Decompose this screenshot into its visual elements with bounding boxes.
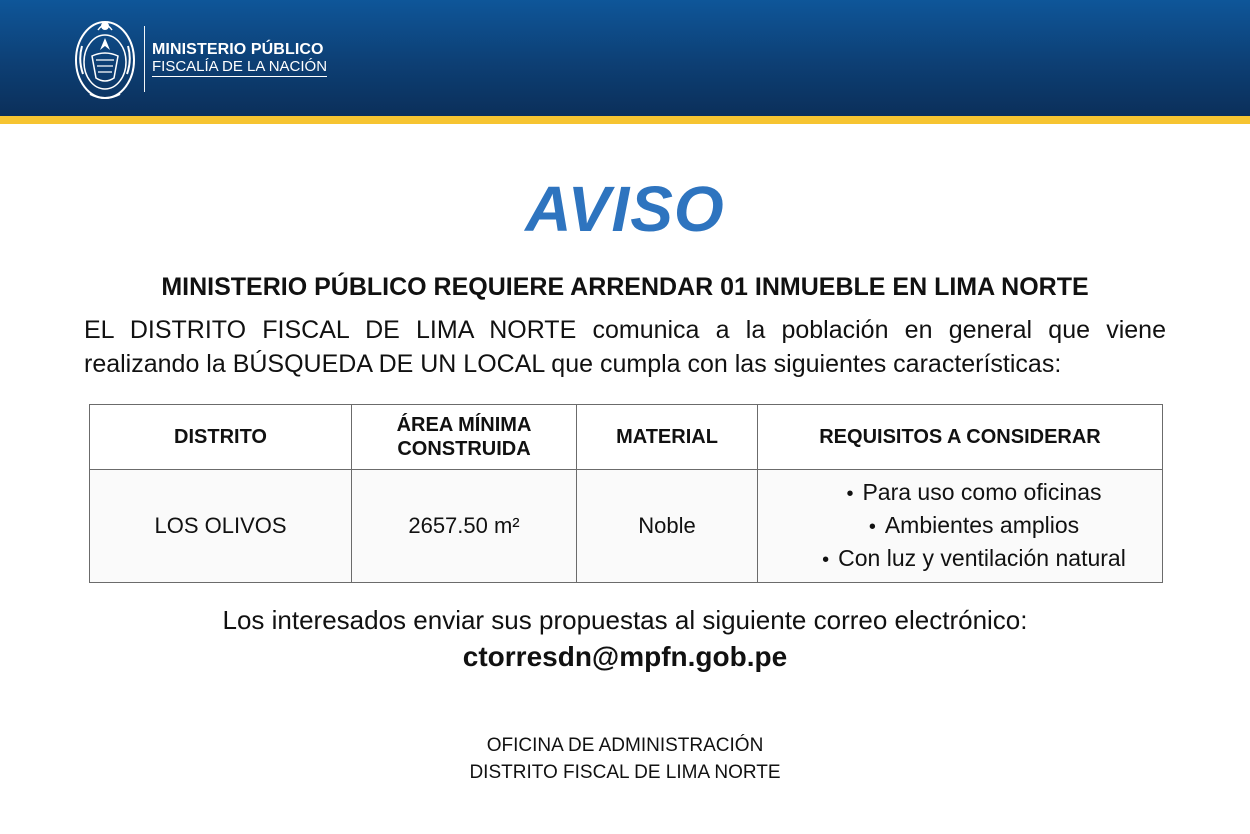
contact-text: Los interesados enviar sus propuestas al siguiente correo electrónico: (222, 605, 1028, 635)
cell-area: 2657.50 m² (352, 470, 577, 583)
footer-office: OFICINA DE ADMINISTRACIÓN (486, 735, 764, 756)
intro-paragraph: EL DISTRITO FISCAL DE LIMA NORTE comunica a la población en general que viene realizando la BÚSQUEDA DE UN LOCAL que cumpla con las siguientes características: (84, 316, 1166, 378)
cell-requisitos (758, 470, 1163, 583)
ministry-logo[interactable] (74, 16, 327, 102)
org-name: MINISTERIO PÚBLICO (152, 41, 324, 58)
notice-subtitle: MINISTERIO PÚBLICO REQUIERE ARRENDAR 01 INMUEBLE EN LIMA NORTE (161, 273, 1089, 301)
org-subname: FISCALÍA DE LA NACIÓN (152, 58, 328, 75)
bullet-dot: • (868, 515, 876, 538)
requirements-table (89, 404, 1163, 583)
bullet-dot: • (822, 548, 830, 571)
notice-title: AVISO (525, 173, 725, 245)
logo-divider (144, 26, 145, 92)
contact-email[interactable]: ctorresdn@mpfn.gob.pe (462, 641, 788, 672)
table-header-row (90, 405, 1163, 470)
footer-district: DISTRITO FISCAL DE LIMA NORTE (469, 762, 781, 783)
header-distrito: DISTRITO (90, 405, 352, 470)
national-seal-icon (74, 16, 136, 102)
cell-material: Noble (577, 470, 758, 583)
table-row (90, 470, 1163, 583)
yellow-stripe (0, 116, 1250, 124)
bullet-dot: • (846, 482, 854, 505)
header-material: MATERIAL (577, 405, 758, 470)
requirements-list (778, 477, 1161, 576)
header-area: ÁREA MÍNIMA CONSTRUIDA (352, 405, 577, 470)
cell-distrito: LOS OLIVOS (90, 470, 352, 583)
header-banner (0, 0, 1250, 116)
header-requisitos: REQUISITOS A CONSIDERAR (758, 405, 1163, 470)
logo-text (152, 41, 327, 77)
list-item: • Para uso como oficinas (778, 477, 1161, 510)
list-item: • Ambientes amplios (778, 510, 1161, 543)
list-item: • Con luz y ventilación natural (778, 543, 1161, 576)
